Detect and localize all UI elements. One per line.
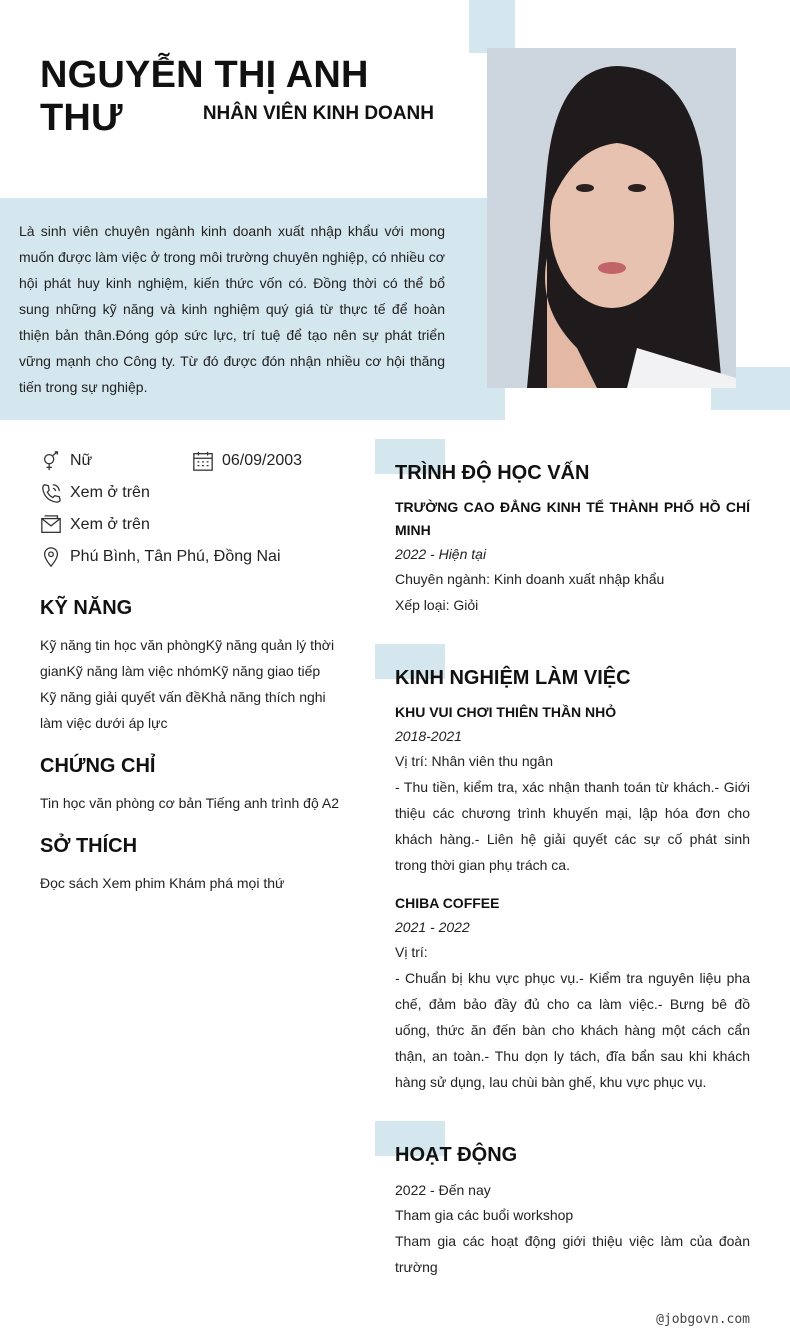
job-description: - Chuẩn bị khu vực phục vụ.- Kiểm tra nguyên liệu pha chế, đảm bảo đầy đủ cho ca làm việc.- Bưng bê đồ uống, thức ăn đến bàn cho khách hàng một cách cẩn thận, an toàn.- Thu dọn ly tách, đĩa bẩn sau khi khách hàng sử dụng, lau chùi bàn ghế, khu vực phục vụ.: [395, 970, 750, 1090]
activities-period: 2022 - Đến nay: [395, 1182, 491, 1198]
accent-block-top: [469, 0, 515, 53]
education-title: TRÌNH ĐỘ HỌC VẤN: [395, 462, 590, 484]
education-period: 2022 - Hiện tại: [395, 546, 487, 562]
candidate-name: NGUYỄN THỊ ANH THƯ: [40, 54, 369, 139]
address-row: [40, 546, 281, 568]
job-position: Vị trí:: [395, 944, 428, 960]
footer-watermark: @jobgovn.com: [656, 1312, 750, 1327]
address-value: Phú Bình, Tân Phú, Đồng Nai: [70, 548, 281, 565]
activity-item: Tham gia các buổi workshop: [395, 1207, 574, 1223]
job-company: KHU VUI CHƠI THIÊN THẦN NHỎ: [395, 704, 617, 720]
email-row: [40, 514, 150, 536]
phone-row: [40, 482, 150, 504]
job-period: 2021 - 2022: [395, 919, 470, 935]
birthdate-row: [192, 450, 302, 472]
phone-value: Xem ở trên: [70, 484, 150, 501]
skills-title: KỸ NĂNG: [40, 597, 133, 619]
birthdate-value: 06/09/2003: [222, 452, 303, 469]
gender-value: Nữ: [70, 452, 93, 469]
profile-photo: [487, 48, 736, 388]
mail-icon: [40, 514, 62, 536]
hobbies-text: Đọc sách Xem phim Khám phá mọi thứ: [40, 875, 285, 891]
job-position: Vị trí: Nhân viên thu ngân: [395, 753, 553, 769]
location-pin-icon: [40, 546, 62, 568]
job-title: NHÂN VIÊN KINH DOANH: [202, 103, 434, 124]
email-value: Xem ở trên: [70, 516, 150, 533]
experience-title: KINH NGHIỆM LÀM VIỆC: [395, 667, 631, 689]
activity-item: Tham gia các hoạt động giới thiệu việc làm của đoàn trường: [395, 1233, 750, 1275]
gender-row: [40, 450, 92, 472]
education-grade: Xếp loại: Giỏi: [395, 597, 479, 613]
certificates-text: Tin học văn phòng cơ bản Tiếng anh trình độ A2: [40, 795, 339, 811]
job-description: - Thu tiền, kiểm tra, xác nhận thanh toán từ khách.- Giới thiệu các chương trình khuyến mại, lập hóa đơn cho khách hàng.- Liên hệ giải quyết các sự cố phát sinh trong thời gian phụ trách ca.: [395, 779, 750, 873]
job-period: 2018-2021: [395, 728, 462, 744]
education-major: Chuyên ngành: Kinh doanh xuất nhập khẩu: [395, 571, 665, 587]
school-name: TRƯỜNG CAO ĐẲNG KINH TẾ THÀNH PHỐ HỒ CHÍ MINH: [395, 499, 750, 538]
hobbies-title: SỞ THÍCH: [40, 835, 138, 857]
certificates-title: CHỨNG CHỈ: [40, 755, 156, 777]
skills-text: Kỹ năng tin học văn phòngKỹ năng quản lý thời gianKỹ năng làm việc nhómKỹ năng giao tiếp Kỹ năng giải quyết vấn đềKhả năng thích nghi làm việc dưới áp lực: [40, 637, 335, 731]
job-company: CHIBA COFFEE: [395, 895, 500, 911]
intro-text: Là sinh viên chuyên ngành kinh doanh xuất nhập khẩu với mong muốn được làm việc ở trong môi trường chuyên nghiệp, có nhiều cơ hội phát huy kinh nghiệm, kiến thức vốn có. Đồng thời có thể bổ sung những kỹ năng và kinh nghiệm quý giá từ thực tế để hoàn thiện bản thân.Đóng góp sức lực, trí tuệ để tạo nên sự phát triển vững mạnh cho Công ty. Từ đó được đón nhận nhiều cơ hội thăng tiến trong sự nghiệp.: [19, 223, 445, 395]
phone-icon: [40, 482, 62, 504]
activities-title: HOẠT ĐỘNG: [395, 1144, 518, 1166]
calendar-icon: [192, 450, 214, 472]
gender-icon: [40, 450, 62, 472]
